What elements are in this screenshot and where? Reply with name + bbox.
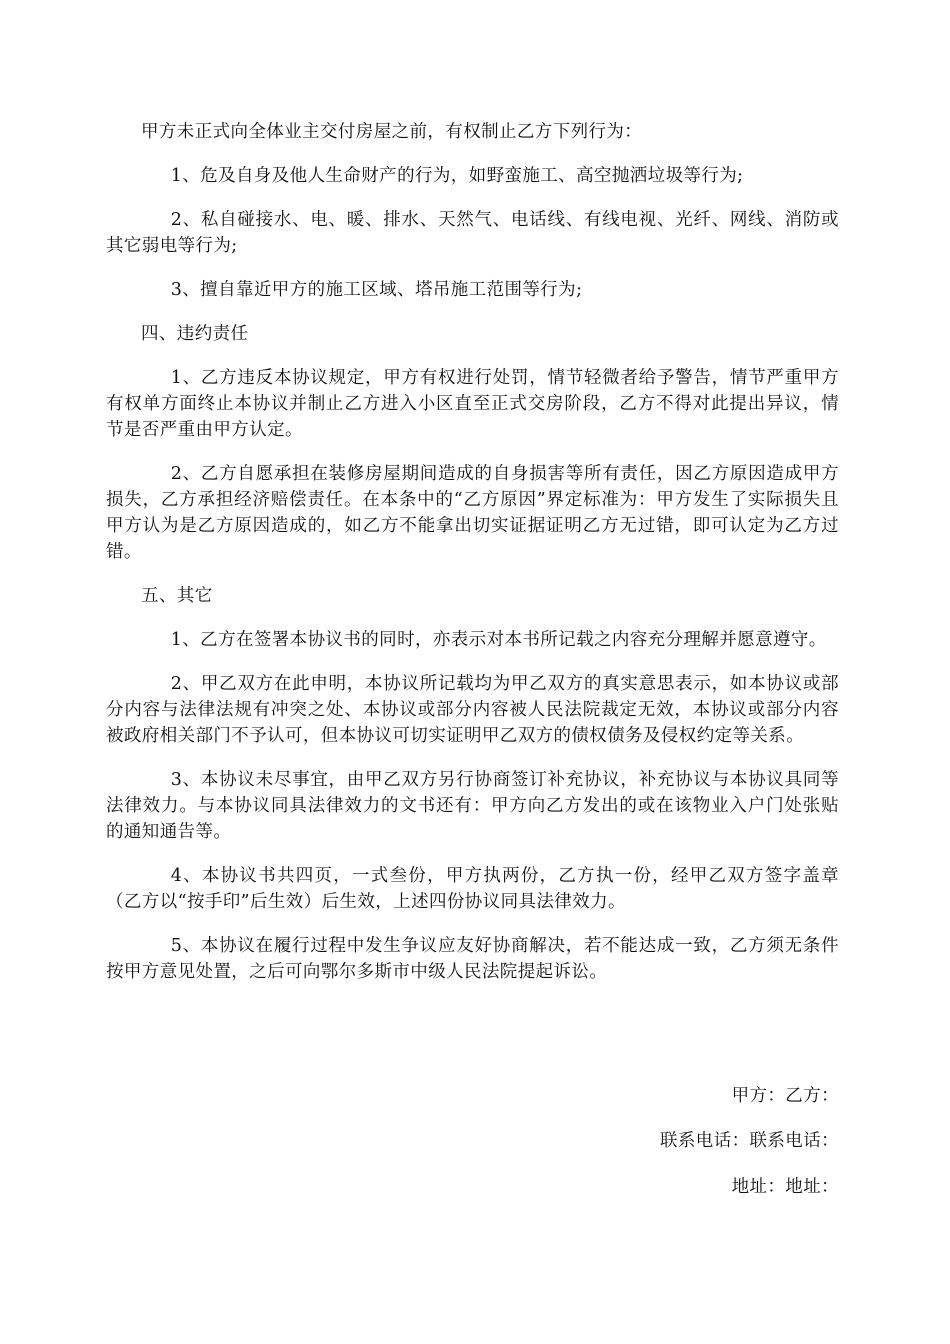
paragraph-other-2: 2、甲乙双方在此申明，本协议所记载均为甲乙双方的真实意思表示，如本协议或部分内容与法律法规有冲突之处、本协议或部分内容被人民法院裁定无效，本协议或部分内容被政府相关部门不予认可，但本协议可切实证明甲乙双方的债权债务及侵权约定等关系。 <box>106 674 839 746</box>
signature-addresses: 地址：地址： <box>731 1177 839 1197</box>
document-body <box>106 119 839 1003</box>
signature-phones: 联系电话：联系电话： <box>660 1131 839 1151</box>
paragraph-liability-2: 2、乙方自愿承担在装修房屋期间造成的自身损害等所有责任，因乙方原因造成甲方损失，乙方承担经济赔偿责任。在本条中的“乙方原因”界定标准为：甲方发生了实际损失且甲方认为是乙方原因造成的，如乙方不能拿出切实证据证明乙方无过错，即可认定为乙方过错。 <box>106 464 839 562</box>
paragraph-other-5: 5、本协议在履行过程中发生争议应友好协商解决，若不能达成一致，乙方须无条件按甲方意见处置，之后可向鄂尔多斯市中级人民法院提起诉讼。 <box>106 936 839 982</box>
paragraph-ban-1: 1、危及自身及他人生命财产的行为，如野蛮施工、高空抛洒垃圾等行为; <box>170 166 744 186</box>
signature-parties: 甲方：乙方： <box>731 1086 839 1106</box>
paragraph-other-1: 1、乙方在签署本协议书的同时，亦表示对本书所记载之内容充分理解并愿意遵守。 <box>170 630 827 650</box>
paragraph-ban-2: 2、私自碰接水、电、暖、排水、天然气、电话线、有线电视、光纤、网线、消防或其它弱电等行为; <box>106 210 839 256</box>
paragraph-ban-3: 3、擅自靠近甲方的施工区域、塔吊施工范围等行为; <box>170 280 583 300</box>
section-heading-liability: 四、违约责任 <box>141 324 249 344</box>
paragraph-intro: 甲方未正式向全体业主交付房屋之前，有权制止乙方下列行为： <box>141 122 643 142</box>
paragraph-other-3: 3、本协议未尽事宜，由甲乙双方另行协商签订补充协议，补充协议与本协议具同等法律效力。与本协议同具法律效力的文书还有：甲方向乙方发出的或在该物业入户门处张贴的通知通告等。 <box>106 770 839 842</box>
section-heading-other: 五、其它 <box>141 586 213 606</box>
paragraph-liability-1: 1、乙方违反本协议规定，甲方有权进行处罚，情节轻微者给予警告，情节严重甲方有权单方面终止本协议并制止乙方进入小区直至正式交房阶段，乙方不得对此提出异议，情节是否严重由甲方认定。 <box>106 368 839 440</box>
paragraph-other-4: 4、本协议书共四页，一式叁份，甲方执两份，乙方执一份，经甲乙双方签字盖章（乙方以“按手印”后生效）后生效，上述四份协议同具法律效力。 <box>106 866 839 912</box>
